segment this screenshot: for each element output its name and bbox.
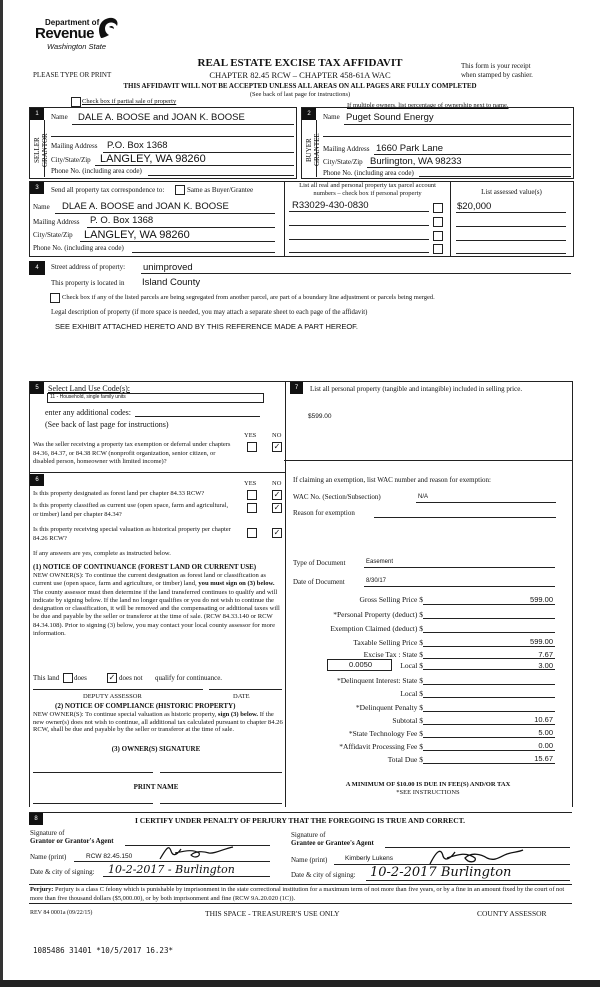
financial-value: 0.00	[538, 741, 553, 750]
treasurer-stamp: 1085486 31401 *10/5/2017 16.23*	[33, 946, 173, 955]
section-5-yes-checkbox[interactable]	[247, 442, 257, 452]
section-5-no: NO	[272, 432, 282, 439]
form-subtitle: CHAPTER 82.45 RCW – CHAPTER 458-61A WAC	[209, 70, 391, 80]
assessor-date-line[interactable]	[209, 689, 282, 690]
wac-label: WAC No. (Section/Subsection)	[293, 493, 381, 501]
financial-value: 10.67	[534, 715, 553, 724]
buyer-mailing-field[interactable]	[374, 154, 571, 155]
date-label: DATE	[233, 693, 250, 700]
parcel-field[interactable]	[289, 252, 429, 253]
doc-type-value: Easement	[366, 559, 394, 565]
financial-label: Excise Tax : State $	[363, 650, 423, 659]
parcel-header-2: numbers – check box if personal property	[313, 190, 422, 197]
personal-property-value: $599.00	[308, 413, 332, 420]
financial-label: *Delinquent Penalty $	[355, 703, 423, 712]
corr-mailing-field[interactable]	[87, 227, 275, 228]
question-no-checkbox[interactable]: ✓	[273, 503, 281, 512]
parcel-header	[285, 182, 450, 198]
financial-label: Subtotal $	[392, 716, 423, 725]
buyer-city-value: Burlington, WA 98233	[370, 156, 462, 167]
buyer-name-field[interactable]	[344, 124, 571, 125]
seller-name-label: Name	[51, 113, 68, 121]
wac-value: N/A	[418, 494, 429, 500]
perjury-divider	[29, 903, 572, 904]
financial-field[interactable]	[423, 604, 555, 605]
buyer-grantee-label: BUYER GRANTEE	[305, 133, 321, 167]
notice-2-text-a: NEW OWNER(S): To continue special valuation as historic property,	[33, 711, 217, 718]
parcel-number: R33029-430-0830	[292, 200, 369, 211]
owner-signature-line-1[interactable]	[33, 772, 153, 773]
segregated-checkbox[interactable]	[50, 293, 60, 303]
corr-name-value: DLAE A. BOOSE and JOAN K. BOOSE	[62, 201, 229, 212]
section-5-see-back: (See back of last page for instructions)	[45, 420, 169, 429]
logo-revenue: Revenue	[35, 25, 95, 42]
financial-field[interactable]	[423, 632, 555, 633]
corr-city-label: City/State/Zip	[33, 231, 73, 239]
financial-label: *State Technology Fee $	[348, 729, 423, 738]
corr-mailing-label: Mailing Address	[33, 218, 80, 226]
seller-grantor-label: SELLER GRANTOR	[33, 133, 49, 167]
scan-edge	[0, 0, 3, 987]
seller-name-value: DALE A. BOOSE and JOAN K. BOOSE	[78, 112, 245, 123]
section-5-6-divider	[29, 472, 285, 473]
section-8-number: 8	[29, 813, 43, 825]
grantor-date-value: 10-2-2017 - Burlington	[108, 863, 235, 876]
section-7-divider	[284, 460, 572, 461]
grantor-name-value: RCW 82.45.150	[86, 853, 133, 860]
personal-property-checkbox[interactable]	[433, 217, 443, 227]
notice-2-bold: sign (3) below.	[217, 711, 259, 718]
owner-signature-label: (3) OWNER(S) SIGNATURE	[111, 745, 201, 753]
treasurer-use: THIS SPACE - TREASURER'S USE ONLY	[205, 909, 340, 918]
section-6-no: NO	[272, 480, 282, 487]
reason-field[interactable]	[374, 517, 556, 518]
grantee-name-value: Kimberly Lukens	[345, 855, 394, 862]
financial-field[interactable]	[423, 750, 555, 751]
financial-label: Exemption Claimed (deduct) $	[330, 624, 423, 633]
certify-text: I CERTIFY UNDER PENALTY OF PERJURY THAT THE FOREGOING IS TRUE AND CORRECT.	[134, 816, 465, 825]
financial-field[interactable]	[423, 697, 555, 698]
corr-name-field[interactable]	[55, 213, 275, 214]
financial-field[interactable]	[423, 711, 555, 712]
if-yes-text: If any answers are yes, complete as instructed below.	[33, 550, 171, 557]
located-label: This property is located in	[51, 279, 125, 287]
same-as-buyer-label: Same as Buyer/Grantee	[187, 186, 254, 194]
street-value: unimproved	[143, 262, 193, 273]
logo-state: Washington State	[47, 42, 107, 51]
wac-field[interactable]	[416, 502, 556, 503]
financial-field[interactable]	[423, 684, 555, 685]
financial-label: Total Due $	[387, 755, 423, 764]
grantor-date-field[interactable]	[103, 876, 270, 877]
warning-text: THIS AFFIDAVIT WILL NOT BE ACCEPTED UNLESS ALL AREAS ON ALL PAGES ARE FULLY COMPLETED	[123, 82, 477, 90]
financial-label: Local $	[400, 661, 423, 670]
buyer-name-value: Puget Sound Energy	[346, 112, 434, 123]
print-name-line-2[interactable]	[160, 803, 282, 804]
financial-label: Local $	[400, 689, 423, 698]
parcel-field[interactable]	[289, 225, 429, 226]
seller-mailing-label: Mailing Address	[51, 142, 98, 150]
partial-sale-checkbox[interactable]	[71, 97, 81, 107]
segregated-label: Check box if any of the listed parcels are being segregated from another parcel, are part of a boundary line adjustment or parcels being merged.	[62, 294, 435, 301]
see-back-text: (See back of last page for instructions)	[249, 91, 351, 98]
section-5-question: Was the seller receiving a property tax exemption or deferral under chapters 84.36, 84.37, or 84.38 RCW (nonprofit organization, senior citizen, or disabled person, homeowner with limited income)?	[33, 441, 231, 465]
assessed-field[interactable]	[456, 240, 566, 241]
buyer-name-line-2[interactable]	[323, 136, 571, 137]
doc-date-value: 8/30/17	[366, 578, 387, 584]
additional-codes-field[interactable]	[135, 416, 260, 417]
financial-value: 599.00	[530, 595, 553, 604]
form-title: REAL ESTATE EXCISE TAX AFFIDAVIT	[197, 57, 403, 69]
financial-field[interactable]	[423, 737, 555, 738]
assessed-field[interactable]	[456, 212, 566, 213]
notice-1-title: (1) NOTICE OF CONTINUANCE (FOREST LAND OR CURRENT USE)	[33, 563, 257, 571]
grantor-date-label: Date & city of signing:	[30, 868, 95, 876]
seller-city-label: City/State/Zip	[51, 156, 91, 164]
grantor-sig-label-1: Signature of	[30, 829, 65, 837]
grantee-date-label: Date & city of signing:	[291, 871, 356, 879]
personal-property-label: List all personal property (tangible and intangible) included in selling price.	[310, 385, 523, 393]
seller-city-value: LANGLEY, WA 98260	[100, 153, 206, 165]
county-value: Island County	[142, 277, 201, 288]
doc-type-label: Type of Document	[293, 559, 346, 567]
deputy-assessor-sig-line[interactable]	[33, 689, 203, 690]
grantee-sig-label	[291, 831, 374, 847]
receipt-note-2: when stamped by cashier.	[461, 71, 533, 79]
question-text: Is this property receiving special valuation as historical property per chapter 84.26 RCW?	[33, 526, 231, 542]
corr-name-label: Name	[33, 203, 50, 211]
section-4-number: 4	[29, 261, 45, 275]
send-to-label: Send all property tax correspondence to:	[51, 186, 165, 194]
financial-field[interactable]	[423, 763, 555, 764]
perjury-bold: Perjury:	[30, 886, 54, 893]
grantor-sig-label-2: Grantor or Grantor's Agent	[30, 837, 114, 845]
question-yes-checkbox[interactable]	[247, 528, 257, 538]
logo-dept: Department of	[45, 18, 100, 27]
financial-value: 5.00	[538, 728, 553, 737]
receipt-note	[461, 62, 533, 80]
street-field[interactable]	[141, 273, 571, 274]
question-yes-checkbox[interactable]	[247, 503, 257, 513]
does-not-qualify-checkbox[interactable]: ✓	[108, 673, 116, 682]
notice-2-text	[33, 711, 283, 734]
grantee-name-label: Name (print)	[291, 856, 328, 864]
additional-codes-label: enter any additional codes:	[45, 408, 131, 417]
question-yes-checkbox[interactable]	[247, 490, 257, 500]
assessed-field[interactable]	[456, 253, 566, 254]
financial-value: 599.00	[530, 637, 553, 646]
buyer-name-label: Name	[323, 113, 340, 121]
perjury-body: Perjury is a class C felony which is punishable by imprisonment in the state correctional institution for a maximum term of not more than five years, or by a fine in an amount fixed by the court of not more than five thousand dollars ($5,000.00), or by both imprisonment and fine (RCW 9A.20.020 (1C)).	[30, 886, 565, 902]
assessed-value: $20,000	[457, 201, 492, 212]
financial-label: *Delinquent Interest: State $	[336, 676, 423, 685]
grantee-date-value: 10-2-2017 Burlington	[370, 865, 512, 880]
financial-field[interactable]	[423, 724, 555, 725]
owner-signature-line-2[interactable]	[160, 772, 282, 773]
section-2-number: 2	[302, 108, 316, 120]
see-instructions: *SEE INSTRUCTIONS	[396, 789, 460, 796]
qualify-label: qualify for continuance.	[155, 674, 223, 682]
seller-phone-label: Phone No. (including area code)	[51, 167, 142, 175]
corr-city-field[interactable]	[80, 241, 275, 242]
parcel-header-1: List all real and personal property tax parcel account	[299, 182, 436, 189]
section-5-number: 5	[30, 382, 44, 394]
buyer-mailing-value: 1660 Park Lane	[376, 143, 444, 154]
buyer-mailing-label: Mailing Address	[323, 145, 370, 153]
section-7-number: 7	[290, 382, 303, 394]
doc-date-label: Date of Document	[293, 578, 345, 586]
does-not-label: does not	[119, 674, 143, 682]
street-label: Street address of property:	[51, 263, 126, 271]
financial-label: *Personal Property (deduct) $	[333, 610, 423, 619]
personal-property-checkbox[interactable]	[433, 244, 443, 254]
section-1-number: 1	[30, 108, 44, 120]
question-text: Is this property designated as forest land per chapter 84.33 RCW?	[33, 490, 205, 497]
financial-value: 3.00	[538, 661, 553, 670]
buyer-phone-field[interactable]	[419, 176, 571, 177]
corr-phone-field[interactable]	[132, 252, 275, 253]
does-label: does	[74, 674, 87, 682]
buyer-city-field[interactable]	[367, 167, 571, 168]
grantor-name-label: Name (print)	[30, 853, 67, 861]
financial-field[interactable]	[423, 618, 555, 619]
land-use-value: 11 - Household, single family units	[50, 394, 126, 400]
notice-1-text	[33, 572, 283, 638]
partial-sale-label: Check box if partial sale of property	[82, 98, 177, 105]
grantor-sig-label	[30, 829, 114, 845]
receipt-note-1: This form is your receipt	[461, 62, 531, 70]
notice-1-text-a: NEW OWNER(S): To continue the current designation as forest land or classification as current use (open space, farm and agriculture, or timber) land,	[33, 572, 266, 588]
notice-2-text-b: If the new owner(s) does not wish to continue, all additional tax calculated pursuant to chapter 84.26 RCW, shall be due and payable by the seller or transferor at the time of sale.	[33, 711, 283, 734]
rev-number: REV 84 0001a (09/22/15)	[30, 910, 93, 916]
perjury-text	[30, 886, 578, 903]
notice-1-bold: you must sign on (3) below.	[198, 580, 275, 588]
deputy-assessor-label: DEPUTY ASSESSOR	[83, 693, 142, 700]
seller-city-field[interactable]	[95, 165, 294, 166]
notice-1-text-b: The county assessor must then determine if the land transferred continues to qualify and will indicate by signing below. If the land no longer qualifies or you do not wish to continue the designation or classification, it will be removed and the compensating or additional taxes will be due and payable by the seller or transferor at the time of sale. (RCW 84.33.140 or RCW 84.34.108). Prior to signing (3) below, you may contact your local county assessor for more information.	[33, 588, 280, 638]
seller-name-line-2[interactable]	[51, 136, 294, 137]
financial-label: Taxable Selling Price $	[353, 638, 423, 647]
seller-mailing-value: P.O. Box 1368	[107, 140, 168, 151]
scan-edge-bottom	[0, 980, 600, 987]
grantee-sig-label-2: Grantee or Grantee's Agent	[291, 839, 374, 847]
section-5-no-checkbox[interactable]: ✓	[273, 442, 281, 451]
county-assessor: COUNTY ASSESSOR	[477, 909, 547, 918]
exemption-label: If claiming an exemption, list WAC number and reason for exemption:	[293, 476, 491, 484]
seller-name-field[interactable]	[72, 124, 294, 125]
seller-phone-field[interactable]	[148, 175, 294, 176]
grantee-date-field[interactable]	[366, 880, 570, 881]
print-name-label: PRINT NAME	[133, 783, 179, 791]
financial-field[interactable]	[423, 646, 555, 647]
buyer-city-label: City/State/Zip	[323, 158, 363, 166]
assessed-header: List assessed value(s)	[481, 188, 542, 196]
grantee-sig-label-1: Signature of	[291, 831, 326, 839]
financial-label: *Affidavit Processing Fee $	[339, 742, 423, 751]
multiple-owners-note: If multiple owners, list percentage of ownership next to name.	[347, 102, 509, 109]
corr-city-value: LANGLEY, WA 98260	[84, 229, 190, 241]
assessed-field[interactable]	[456, 226, 566, 227]
please-type: PLEASE TYPE OR PRINT	[33, 71, 112, 79]
question-no-checkbox[interactable]: ✓	[273, 528, 281, 537]
legal-value: SEE EXHIBIT ATTACHED HERETO AND BY THIS REFERENCE MADE A PART HEREOF.	[55, 322, 358, 331]
legal-label: Legal description of property (if more space is needed, you may attach a separate sheet to each page of the affidavit)	[51, 309, 368, 316]
logo-swirl-icon	[97, 16, 119, 40]
grantor-signature-icon	[155, 843, 235, 863]
question-no-checkbox[interactable]: ✓	[273, 490, 281, 499]
same-as-buyer-checkbox[interactable]	[175, 185, 185, 195]
section-6-yes: YES	[244, 480, 257, 487]
does-qualify-checkbox[interactable]	[63, 673, 73, 683]
notice-2-title: (2) NOTICE OF COMPLIANCE (HISTORIC PROPERTY)	[55, 702, 236, 710]
parcel-field[interactable]	[289, 239, 429, 240]
minimum-note: A MINIMUM OF $10.00 IS DUE IN FEE(S) AND/OR TAX	[345, 781, 511, 788]
section-5-yes: YES	[244, 432, 257, 439]
land-use-label: Select Land Use Code(s):	[48, 384, 130, 393]
reason-label: Reason for exemption	[293, 509, 355, 517]
section-6-number: 6	[30, 474, 44, 486]
buyer-phone-label: Phone No. (including area code)	[323, 169, 414, 177]
corr-mailing-value: P. O. Box 1368	[90, 215, 154, 226]
print-name-line-1[interactable]	[33, 803, 153, 804]
section-3-number: 3	[30, 182, 44, 194]
this-land-label: This land	[33, 674, 60, 682]
doc-type-field[interactable]	[364, 567, 555, 568]
local-rate-value: 0.0050	[349, 660, 372, 669]
financial-value: 15.67	[534, 754, 553, 763]
question-text: Is this property classified as current use (open space, farm and agricultural, or timber) land per chapter 84.34?	[33, 502, 229, 518]
parcel-field[interactable]	[289, 211, 429, 212]
personal-property-checkbox[interactable]	[433, 203, 443, 213]
personal-property-checkbox[interactable]	[433, 231, 443, 241]
financial-value: 7.67	[538, 650, 553, 659]
doc-date-field[interactable]	[364, 586, 555, 587]
corr-phone-label: Phone No. (including area code)	[33, 244, 124, 252]
financial-label: Gross Selling Price $	[359, 595, 423, 604]
